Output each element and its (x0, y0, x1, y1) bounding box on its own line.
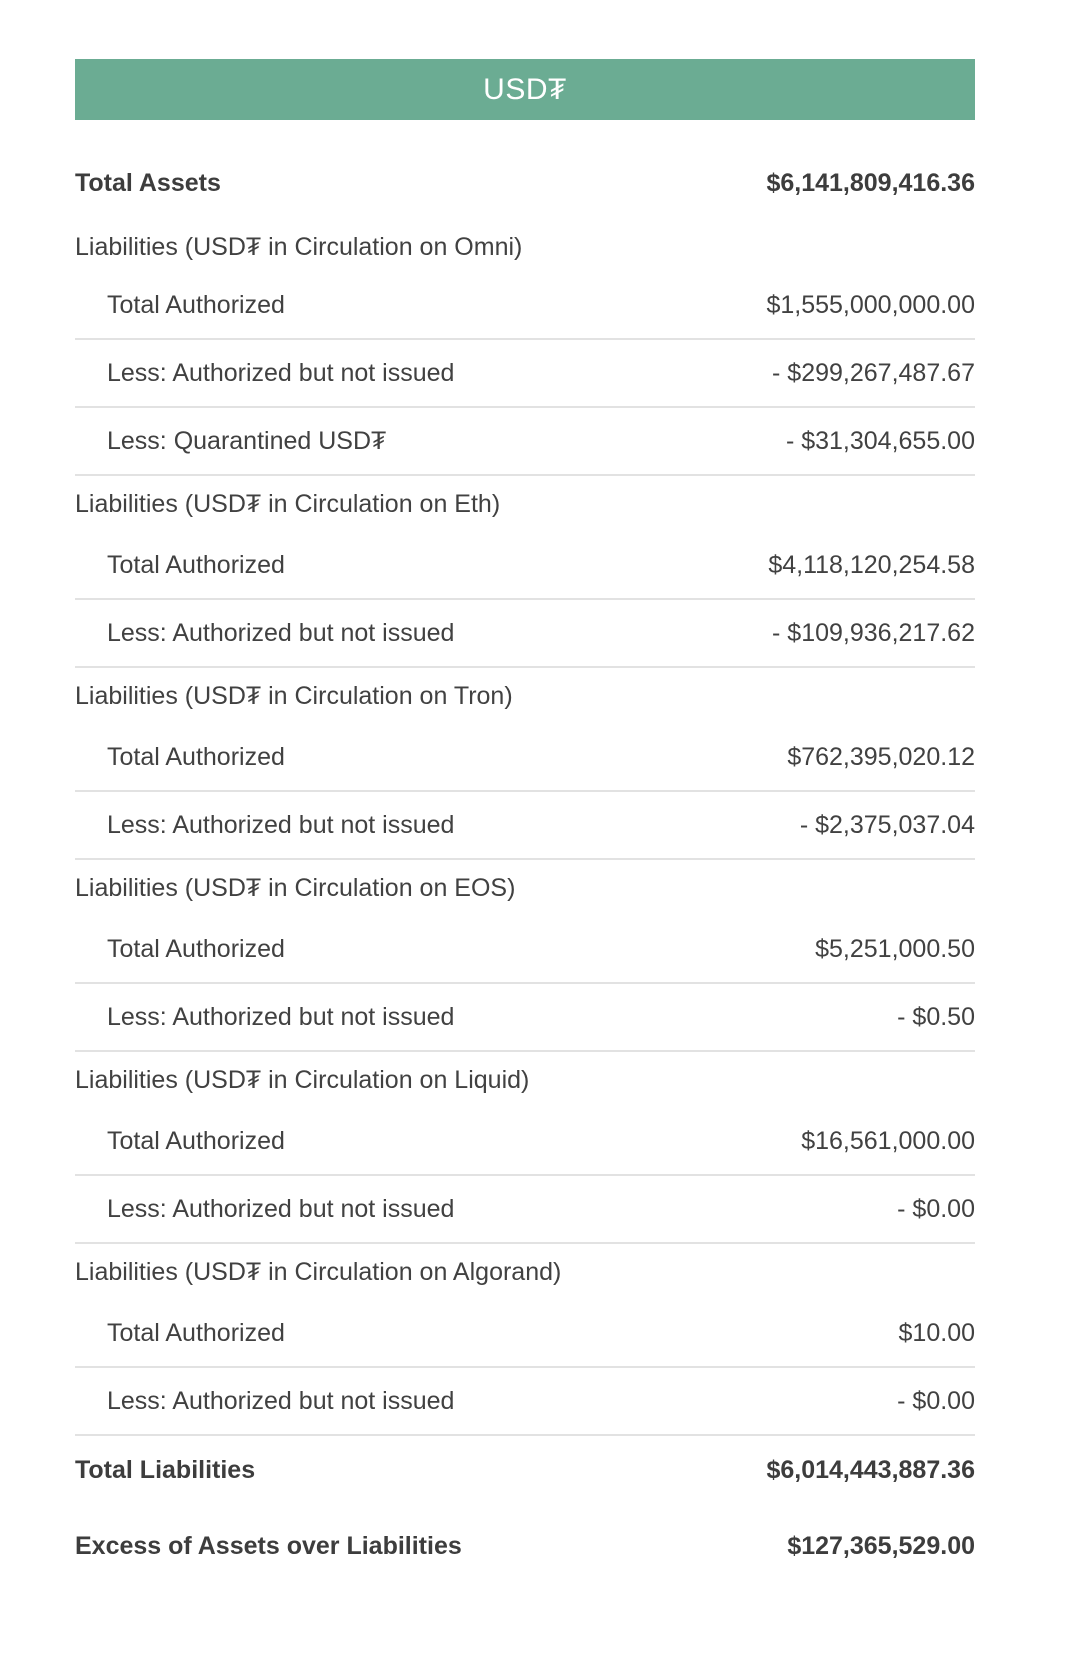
row-label: Less: Quarantined USD₮ (107, 426, 387, 455)
row-value: $10.00 (898, 1318, 975, 1347)
section-heading-omni (75, 222, 975, 272)
section-heading-label: Liabilities (USD₮ in Circulation on Eth) (75, 489, 501, 518)
row-label: Total Authorized (107, 934, 285, 963)
table-row (75, 1300, 975, 1368)
row-value: $5,251,000.50 (815, 934, 975, 963)
section-heading-eos (75, 860, 975, 916)
table-title: USD₮ (483, 72, 567, 106)
table-header-bar (75, 59, 975, 120)
section-heading-label: Liabilities (USD₮ in Circulation on Algorand) (75, 1257, 562, 1286)
table-row (75, 340, 975, 408)
total-liabilities-row (75, 1436, 975, 1504)
row-label: Less: Authorized but not issued (107, 358, 455, 387)
section-heading-tron (75, 668, 975, 724)
total-liabilities-value: $6,014,443,887.36 (766, 1455, 975, 1484)
row-value: - $299,267,487.67 (772, 358, 975, 387)
table-row (75, 272, 975, 340)
section-heading-label: Liabilities (USD₮ in Circulation on Tron) (75, 681, 513, 710)
section-heading-label: Liabilities (USD₮ in Circulation on Liquid) (75, 1065, 530, 1094)
total-assets-row (75, 162, 975, 204)
row-value: - $2,375,037.04 (799, 810, 975, 839)
table-row (75, 1368, 975, 1436)
table-row (75, 532, 975, 600)
table-row (75, 724, 975, 792)
table-row (75, 600, 975, 668)
row-value: - $31,304,655.00 (785, 426, 975, 455)
row-value: $762,395,020.12 (787, 742, 975, 771)
table-row (75, 408, 975, 476)
row-value: - $0.50 (897, 1002, 975, 1031)
row-label: Less: Authorized but not issued (107, 1002, 455, 1031)
row-label: Less: Authorized but not issued (107, 1386, 455, 1415)
row-label: Total Authorized (107, 742, 285, 771)
table-row (75, 916, 975, 984)
row-value: - $0.00 (897, 1386, 975, 1415)
excess-assets-value: $127,365,529.00 (787, 1531, 975, 1560)
row-value: $4,118,120,254.58 (768, 550, 975, 579)
row-value: $16,561,000.00 (801, 1126, 975, 1155)
row-label: Less: Authorized but not issued (107, 1194, 455, 1223)
row-value: - $109,936,217.62 (772, 618, 975, 647)
excess-assets-row (75, 1504, 975, 1588)
section-heading-liquid (75, 1052, 975, 1108)
row-value: - $0.00 (897, 1194, 975, 1223)
row-label: Total Authorized (107, 1318, 285, 1347)
section-heading-label: Liabilities (USD₮ in Circulation on Omni) (75, 232, 523, 261)
section-heading-algorand (75, 1244, 975, 1300)
row-label: Less: Authorized but not issued (107, 618, 455, 647)
section-heading-label: Liabilities (USD₮ in Circulation on EOS) (75, 873, 516, 902)
total-liabilities-label: Total Liabilities (75, 1455, 256, 1484)
row-label: Total Authorized (107, 1126, 285, 1155)
excess-assets-label: Excess of Assets over Liabilities (75, 1531, 462, 1560)
table-row (75, 792, 975, 860)
table-row (75, 1176, 975, 1244)
row-label: Total Authorized (107, 290, 285, 319)
total-assets-value: $6,141,809,416.36 (766, 168, 975, 197)
table-row (75, 1108, 975, 1176)
total-assets-label: Total Assets (75, 168, 221, 197)
section-heading-eth (75, 476, 975, 532)
row-label: Less: Authorized but not issued (107, 810, 455, 839)
balance-sheet (75, 59, 975, 1588)
table-row (75, 984, 975, 1052)
row-label: Total Authorized (107, 550, 285, 579)
row-value: $1,555,000,000.00 (766, 290, 975, 319)
